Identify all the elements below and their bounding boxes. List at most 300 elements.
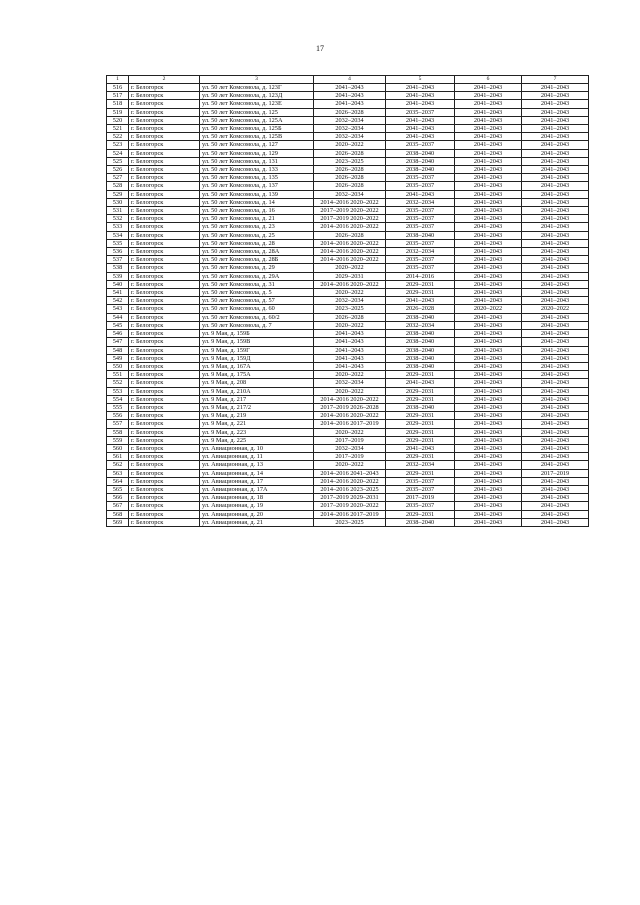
period-cell-col6: 2041–2043: [455, 321, 522, 329]
period-cell-col6: 2041–2043: [455, 371, 522, 379]
address-cell: ул. 50 лет Комсомола, д. 123Е: [200, 100, 314, 108]
address-cell: ул. Авиационная, д. 17: [200, 477, 314, 485]
table-row: [107, 133, 589, 141]
period-cell-col4: 2032–2034: [314, 190, 386, 198]
period-cell-col6: 2041–2043: [455, 198, 522, 206]
period-cell-col4: 2014–2016 2020–2022: [314, 256, 386, 264]
period-cell-col7: 2041–2043: [522, 330, 589, 338]
settlement-cell: г. Белогорск: [129, 321, 200, 329]
settlement-cell: г. Белогорск: [129, 239, 200, 247]
period-cell-col6: 2041–2043: [455, 403, 522, 411]
period-cell-col4: 2041–2043: [314, 338, 386, 346]
table-row: [107, 297, 589, 305]
period-cell-col4: 2023–2025: [314, 518, 386, 526]
period-cell-col6: 2041–2043: [455, 141, 522, 149]
table-row: [107, 510, 589, 518]
period-cell-col6: 2041–2043: [455, 157, 522, 165]
address-cell: ул. 50 лет Комсомола, д. 125В: [200, 133, 314, 141]
address-cell: ул. Авиационная, д. 19: [200, 502, 314, 510]
period-cell-col7: 2020–2022: [522, 305, 589, 313]
table-row: [107, 362, 589, 370]
row-number: 541: [107, 289, 129, 297]
settlement-cell: г. Белогорск: [129, 362, 200, 370]
period-cell-col6: 2041–2043: [455, 412, 522, 420]
period-cell-col5: 2041–2043: [386, 84, 455, 92]
period-cell-col6: 2041–2043: [455, 444, 522, 452]
settlement-cell: г. Белогорск: [129, 141, 200, 149]
settlement-cell: г. Белогорск: [129, 289, 200, 297]
column-number: 2: [129, 76, 200, 84]
period-cell-col6: 2041–2043: [455, 379, 522, 387]
settlement-cell: г. Белогорск: [129, 428, 200, 436]
column-number-row: [107, 76, 589, 84]
period-cell-col5: 2038–2040: [386, 149, 455, 157]
period-cell-col4: 2017–2019 2020–2022: [314, 207, 386, 215]
settlement-cell: г. Белогорск: [129, 166, 200, 174]
period-cell-col6: 2041–2043: [455, 297, 522, 305]
settlement-cell: г. Белогорск: [129, 280, 200, 288]
period-cell-col5: 2038–2040: [386, 403, 455, 411]
address-cell: ул. 50 лет Комсомола, д. 25: [200, 231, 314, 239]
period-cell-col6: 2041–2043: [455, 166, 522, 174]
table-row: [107, 280, 589, 288]
period-cell-col7: 2041–2043: [522, 485, 589, 493]
period-cell-col7: 2041–2043: [522, 403, 589, 411]
settlement-cell: г. Белогорск: [129, 231, 200, 239]
row-number: 520: [107, 116, 129, 124]
period-cell-col6: 2041–2043: [455, 346, 522, 354]
settlement-cell: г. Белогорск: [129, 436, 200, 444]
row-number: 550: [107, 362, 129, 370]
period-cell-col4: 2014–2016 2017–2019: [314, 510, 386, 518]
row-number: 521: [107, 125, 129, 133]
settlement-cell: г. Белогорск: [129, 330, 200, 338]
period-cell-col5: 2029–2031: [386, 469, 455, 477]
table-row: [107, 387, 589, 395]
column-number: 6: [455, 76, 522, 84]
settlement-cell: г. Белогорск: [129, 305, 200, 313]
period-cell-col7: 2041–2043: [522, 510, 589, 518]
table-row: [107, 108, 589, 116]
row-number: 524: [107, 149, 129, 157]
address-cell: ул. 9 Мая, д. 221: [200, 420, 314, 428]
period-cell-col5: 2041–2043: [386, 92, 455, 100]
table-row: [107, 256, 589, 264]
settlement-cell: г. Белогорск: [129, 403, 200, 411]
table-row: [107, 379, 589, 387]
period-cell-col4: 2041–2043: [314, 100, 386, 108]
table-row: [107, 248, 589, 256]
period-cell-col5: 2029–2031: [386, 289, 455, 297]
period-cell-col7: 2041–2043: [522, 272, 589, 280]
period-cell-col5: 2038–2040: [386, 346, 455, 354]
column-number: 3: [200, 76, 314, 84]
period-cell-col5: 2035–2037: [386, 477, 455, 485]
address-cell: ул. 50 лет Комсомола, д. 29А: [200, 272, 314, 280]
settlement-cell: г. Белогорск: [129, 412, 200, 420]
address-cell: ул. 9 Мая, д. 208: [200, 379, 314, 387]
address-cell: ул. 50 лет Комсомола, д. 125Б: [200, 125, 314, 133]
table-row: [107, 182, 589, 190]
period-cell-col5: 2029–2031: [386, 280, 455, 288]
period-cell-col4: 2023–2025: [314, 305, 386, 313]
row-number: 553: [107, 387, 129, 395]
row-number: 569: [107, 518, 129, 526]
address-cell: ул. 9 Мая, д. 159Г: [200, 346, 314, 354]
period-cell-col6: 2041–2043: [455, 502, 522, 510]
period-cell-col7: 2041–2043: [522, 239, 589, 247]
period-cell-col5: 2029–2031: [386, 412, 455, 420]
period-cell-col6: 2041–2043: [455, 477, 522, 485]
table-row: [107, 420, 589, 428]
period-cell-col4: 2020–2022: [314, 461, 386, 469]
table-row: [107, 428, 589, 436]
period-cell-col5: 2038–2040: [386, 166, 455, 174]
table-row: [107, 313, 589, 321]
period-cell-col4: 2032–2034: [314, 379, 386, 387]
period-cell-col6: 2041–2043: [455, 100, 522, 108]
period-cell-col7: 2041–2043: [522, 354, 589, 362]
period-cell-col4: 2014–2016 2020–2022: [314, 239, 386, 247]
settlement-cell: г. Белогорск: [129, 198, 200, 206]
address-cell: ул. 50 лет Комсомола, д. 14: [200, 198, 314, 206]
table-row: [107, 518, 589, 526]
settlement-cell: г. Белогорск: [129, 149, 200, 157]
settlement-cell: г. Белогорск: [129, 223, 200, 231]
period-cell-col4: 2020–2022: [314, 321, 386, 329]
period-cell-col6: 2041–2043: [455, 116, 522, 124]
address-cell: ул. 9 Мая, д. 159В: [200, 338, 314, 346]
settlement-cell: г. Белогорск: [129, 453, 200, 461]
period-cell-col7: 2041–2043: [522, 280, 589, 288]
period-cell-col5: 2038–2040: [386, 354, 455, 362]
settlement-cell: г. Белогорск: [129, 387, 200, 395]
period-cell-col4: 2017–2019 2026–2028: [314, 403, 386, 411]
settlement-cell: г. Белогорск: [129, 133, 200, 141]
period-cell-col4: 2014–2016 2020–2022: [314, 412, 386, 420]
period-cell-col6: 2041–2043: [455, 485, 522, 493]
period-cell-col4: 2029–2031: [314, 272, 386, 280]
settlement-cell: г. Белогорск: [129, 313, 200, 321]
address-cell: ул. 9 Мая, д. 159Д: [200, 354, 314, 362]
period-cell-col4: 2041–2043: [314, 362, 386, 370]
period-cell-col7: 2017–2019: [522, 469, 589, 477]
period-cell-col5: 2029–2031: [386, 453, 455, 461]
table-row: [107, 207, 589, 215]
row-number: 557: [107, 420, 129, 428]
table-row: [107, 403, 589, 411]
row-number: 561: [107, 453, 129, 461]
address-cell: ул. 50 лет Комсомола, д. 16: [200, 207, 314, 215]
address-cell: ул. 9 Мая, д. 159Б: [200, 330, 314, 338]
row-number: 517: [107, 92, 129, 100]
period-cell-col7: 2041–2043: [522, 428, 589, 436]
period-cell-col6: 2041–2043: [455, 494, 522, 502]
period-cell-col6: 2041–2043: [455, 108, 522, 116]
period-cell-col5: 2038–2040: [386, 330, 455, 338]
row-number: 560: [107, 444, 129, 452]
period-cell-col4: 2026–2028: [314, 149, 386, 157]
period-cell-col6: 2041–2043: [455, 436, 522, 444]
period-cell-col6: 2041–2043: [455, 264, 522, 272]
period-cell-col4: 2017–2019 2020–2022: [314, 215, 386, 223]
period-cell-col5: 2035–2037: [386, 485, 455, 493]
period-cell-col5: 2032–2034: [386, 248, 455, 256]
period-cell-col5: 2029–2031: [386, 371, 455, 379]
row-number: 555: [107, 403, 129, 411]
table-row: [107, 264, 589, 272]
period-cell-col5: 2038–2040: [386, 518, 455, 526]
table-row: [107, 190, 589, 198]
row-number: 549: [107, 354, 129, 362]
settlement-cell: г. Белогорск: [129, 420, 200, 428]
address-cell: ул. Авиационная, д. 20: [200, 510, 314, 518]
period-cell-col4: 2026–2028: [314, 182, 386, 190]
address-cell: ул. 50 лет Комсомола, д. 125А: [200, 116, 314, 124]
housing-register-table: [106, 75, 589, 527]
period-cell-col5: 2041–2043: [386, 133, 455, 141]
row-number: 548: [107, 346, 129, 354]
address-cell: ул. Авиационная, д. 21: [200, 518, 314, 526]
period-cell-col4: 2017–2019 2020–2022: [314, 502, 386, 510]
period-cell-col6: 2041–2043: [455, 239, 522, 247]
row-number: 539: [107, 272, 129, 280]
period-cell-col5: 2041–2043: [386, 125, 455, 133]
column-number: 5: [386, 76, 455, 84]
address-cell: ул. 50 лет Комсомола, д. 28А: [200, 248, 314, 256]
settlement-cell: г. Белогорск: [129, 182, 200, 190]
settlement-cell: г. Белогорск: [129, 248, 200, 256]
table-row: [107, 100, 589, 108]
address-cell: ул. 50 лет Комсомола, д. 7: [200, 321, 314, 329]
period-cell-col4: 2017–2019: [314, 453, 386, 461]
period-cell-col4: 2023–2025: [314, 157, 386, 165]
row-number: 531: [107, 207, 129, 215]
period-cell-col4: 2020–2022: [314, 264, 386, 272]
settlement-cell: г. Белогорск: [129, 477, 200, 485]
address-cell: ул. 9 Мая, д. 217/2: [200, 403, 314, 411]
period-cell-col6: 2041–2043: [455, 280, 522, 288]
period-cell-col5: 2026–2028: [386, 305, 455, 313]
settlement-cell: г. Белогорск: [129, 190, 200, 198]
page-number: 17: [316, 44, 324, 53]
period-cell-col7: 2041–2043: [522, 190, 589, 198]
settlement-cell: г. Белогорск: [129, 510, 200, 518]
period-cell-col5: 2041–2043: [386, 116, 455, 124]
address-cell: ул. 9 Мая, д. 175А: [200, 371, 314, 379]
period-cell-col4: 2020–2022: [314, 371, 386, 379]
row-number: 522: [107, 133, 129, 141]
period-cell-col4: 2032–2034: [314, 116, 386, 124]
period-cell-col6: 2041–2043: [455, 313, 522, 321]
settlement-cell: г. Белогорск: [129, 108, 200, 116]
row-number: 568: [107, 510, 129, 518]
address-cell: ул. 9 Мая, д. 167А: [200, 362, 314, 370]
period-cell-col7: 2041–2043: [522, 84, 589, 92]
settlement-cell: г. Белогорск: [129, 215, 200, 223]
period-cell-col7: 2041–2043: [522, 461, 589, 469]
table-row: [107, 305, 589, 313]
period-cell-col7: 2041–2043: [522, 387, 589, 395]
period-cell-col7: 2041–2043: [522, 371, 589, 379]
period-cell-col7: 2041–2043: [522, 518, 589, 526]
period-cell-col4: 2026–2028: [314, 313, 386, 321]
address-cell: ул. 50 лет Комсомола, д. 127: [200, 141, 314, 149]
period-cell-col7: 2041–2043: [522, 453, 589, 461]
period-cell-col6: 2041–2043: [455, 338, 522, 346]
period-cell-col5: 2041–2043: [386, 190, 455, 198]
period-cell-col5: 2035–2037: [386, 215, 455, 223]
period-cell-col7: 2041–2043: [522, 346, 589, 354]
period-cell-col7: 2041–2043: [522, 108, 589, 116]
address-cell: ул. 50 лет Комсомола, д. 125: [200, 108, 314, 116]
row-number: 523: [107, 141, 129, 149]
address-cell: ул. 50 лет Комсомола, д. 123Д: [200, 92, 314, 100]
settlement-cell: г. Белогорск: [129, 444, 200, 452]
address-cell: ул. 50 лет Комсомола, д. 137: [200, 182, 314, 190]
table-row: [107, 198, 589, 206]
settlement-cell: г. Белогорск: [129, 92, 200, 100]
table-row: [107, 494, 589, 502]
period-cell-col5: 2035–2037: [386, 182, 455, 190]
row-number: 540: [107, 280, 129, 288]
row-number: 564: [107, 477, 129, 485]
row-number: 530: [107, 198, 129, 206]
period-cell-col5: 2035–2037: [386, 141, 455, 149]
period-cell-col4: 2026–2028: [314, 166, 386, 174]
settlement-cell: г. Белогорск: [129, 207, 200, 215]
row-number: 519: [107, 108, 129, 116]
period-cell-col5: 2029–2031: [386, 510, 455, 518]
period-cell-col7: 2041–2043: [522, 166, 589, 174]
period-cell-col6: 2041–2043: [455, 510, 522, 518]
table-row: [107, 166, 589, 174]
address-cell: ул. 50 лет Комсомола, д. 21: [200, 215, 314, 223]
period-cell-col7: 2041–2043: [522, 289, 589, 297]
table-row: [107, 215, 589, 223]
row-number: 538: [107, 264, 129, 272]
settlement-cell: г. Белогорск: [129, 116, 200, 124]
period-cell-col4: 2020–2022: [314, 289, 386, 297]
period-cell-col6: 2041–2043: [455, 428, 522, 436]
table-row: [107, 125, 589, 133]
period-cell-col5: 2029–2031: [386, 387, 455, 395]
period-cell-col5: 2038–2040: [386, 157, 455, 165]
settlement-cell: г. Белогорск: [129, 264, 200, 272]
address-cell: ул. 50 лет Комсомола, д. 139: [200, 190, 314, 198]
period-cell-col6: 2041–2043: [455, 420, 522, 428]
row-number: 556: [107, 412, 129, 420]
period-cell-col5: 2041–2043: [386, 100, 455, 108]
settlement-cell: г. Белогорск: [129, 100, 200, 108]
row-number: 529: [107, 190, 129, 198]
period-cell-col6: 2041–2043: [455, 453, 522, 461]
period-cell-col5: 2029–2031: [386, 436, 455, 444]
period-cell-col6: 2041–2043: [455, 207, 522, 215]
address-cell: ул. Авиационная, д. 11: [200, 453, 314, 461]
column-number: 1: [107, 76, 129, 84]
row-number: 565: [107, 485, 129, 493]
period-cell-col6: 2041–2043: [455, 174, 522, 182]
period-cell-col7: 2041–2043: [522, 395, 589, 403]
period-cell-col6: 2020–2022: [455, 305, 522, 313]
address-cell: ул. Авиационная, д. 14: [200, 469, 314, 477]
period-cell-col6: 2041–2043: [455, 215, 522, 223]
table-row: [107, 412, 589, 420]
period-cell-col6: 2041–2043: [455, 223, 522, 231]
period-cell-col7: 2041–2043: [522, 133, 589, 141]
period-cell-col4: 2032–2034: [314, 133, 386, 141]
table-row: [107, 444, 589, 452]
period-cell-col7: 2041–2043: [522, 92, 589, 100]
row-number: 563: [107, 469, 129, 477]
period-cell-col6: 2041–2043: [455, 84, 522, 92]
period-cell-col7: 2041–2043: [522, 223, 589, 231]
row-number: 558: [107, 428, 129, 436]
period-cell-col5: 2038–2040: [386, 313, 455, 321]
row-number: 567: [107, 502, 129, 510]
address-cell: ул. 50 лет Комсомола, д. 31: [200, 280, 314, 288]
period-cell-col7: 2041–2043: [522, 321, 589, 329]
column-number: 4: [314, 76, 386, 84]
table-row: [107, 469, 589, 477]
period-cell-col4: 2026–2028: [314, 108, 386, 116]
table-row: [107, 157, 589, 165]
row-number: 525: [107, 157, 129, 165]
table-row: [107, 354, 589, 362]
table-row: [107, 92, 589, 100]
row-number: 527: [107, 174, 129, 182]
period-cell-col7: 2041–2043: [522, 297, 589, 305]
table-row: [107, 338, 589, 346]
table-row: [107, 477, 589, 485]
period-cell-col6: 2041–2043: [455, 149, 522, 157]
address-cell: ул. 9 Мая, д. 225: [200, 436, 314, 444]
period-cell-col6: 2041–2043: [455, 387, 522, 395]
period-cell-col4: 2014–2016 2020–2022: [314, 223, 386, 231]
period-cell-col4: 2032–2034: [314, 297, 386, 305]
period-cell-col4: 2032–2034: [314, 125, 386, 133]
row-number: 554: [107, 395, 129, 403]
period-cell-col4: 2041–2043: [314, 84, 386, 92]
address-cell: ул. 50 лет Комсомола, д. 129: [200, 149, 314, 157]
period-cell-col4: 2026–2028: [314, 231, 386, 239]
row-number: 547: [107, 338, 129, 346]
period-cell-col7: 2041–2043: [522, 157, 589, 165]
settlement-cell: г. Белогорск: [129, 272, 200, 280]
period-cell-col6: 2041–2043: [455, 190, 522, 198]
period-cell-col7: 2041–2043: [522, 420, 589, 428]
period-cell-col4: 2041–2043: [314, 354, 386, 362]
period-cell-col5: 2035–2037: [386, 223, 455, 231]
period-cell-col7: 2041–2043: [522, 231, 589, 239]
period-cell-col6: 2041–2043: [455, 330, 522, 338]
settlement-cell: г. Белогорск: [129, 84, 200, 92]
period-cell-col7: 2041–2043: [522, 174, 589, 182]
table-row: [107, 231, 589, 239]
row-number: 532: [107, 215, 129, 223]
table-body: [107, 84, 589, 527]
row-number: 551: [107, 371, 129, 379]
settlement-cell: г. Белогорск: [129, 297, 200, 305]
table-row: [107, 116, 589, 124]
settlement-cell: г. Белогорск: [129, 354, 200, 362]
period-cell-col4: 2032–2034: [314, 444, 386, 452]
row-number: 566: [107, 494, 129, 502]
period-cell-col7: 2041–2043: [522, 313, 589, 321]
table-row: [107, 485, 589, 493]
period-cell-col7: 2041–2043: [522, 494, 589, 502]
